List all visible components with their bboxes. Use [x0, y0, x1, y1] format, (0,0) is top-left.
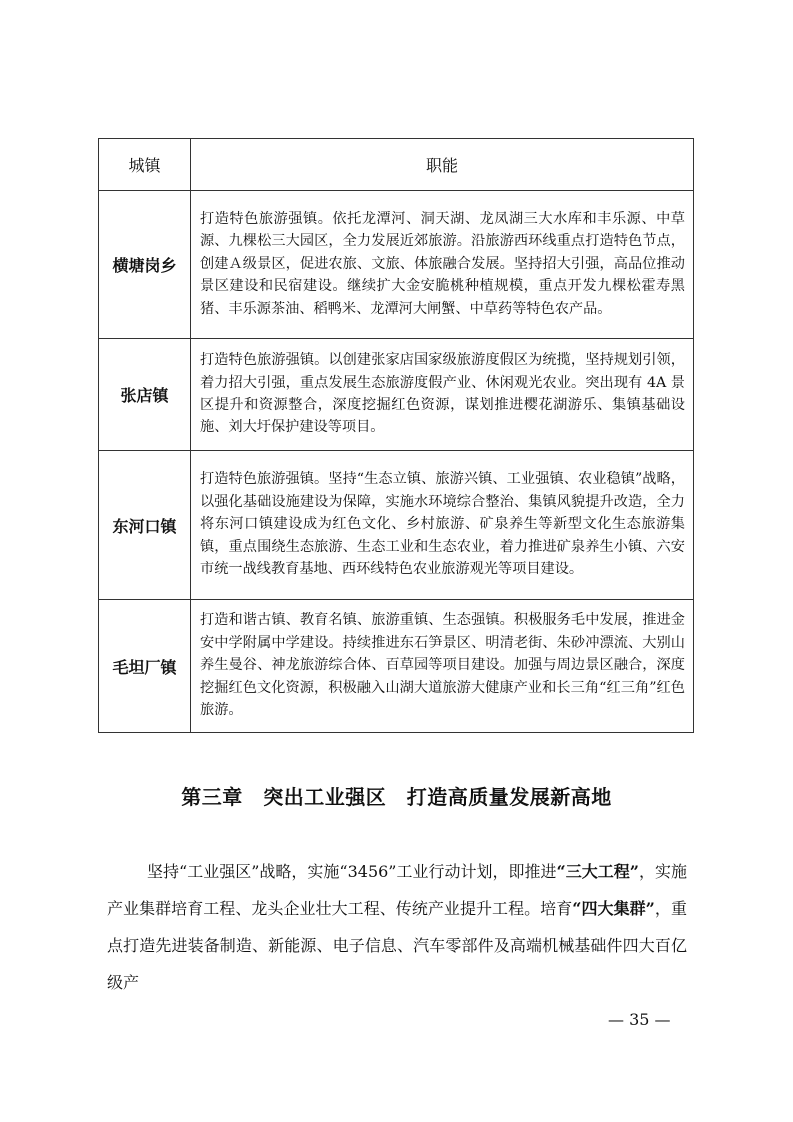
body-paragraph: [107, 853, 687, 1001]
table-row: [99, 191, 694, 339]
town-function: 打造特色旅游强镇。依托龙潭河、洞天湖、龙凤湖三大水库和丰乐源、中草源、九棵松三大园区，全力发展近郊旅游。沿旅游西环线重点打造特色节点，创建Ａ级景区，促进农旅、文旅、体旅融合发展。坚持招大引强，高品位推动景区建设和民宿建设。继续扩大金安脆桃种植规模，重点开发九棵松霍寿黑猪、丰乐源茶油、稻鸭米、龙潭河大闸蟹、中草药等特色农产品。: [191, 191, 694, 339]
header-town: 城镇: [99, 139, 191, 191]
town-function-table: [98, 138, 694, 733]
emphasis-three-projects: “三大工程”: [556, 862, 639, 881]
town-name: 毛坦厂镇: [99, 600, 191, 733]
table-row: [99, 451, 694, 600]
town-function: 打造特色旅游强镇。以创建张家店国家级旅游度假区为统揽，坚持规划引领，着力招大引强，重点发展生态旅游度假产业、休闲观光农业。突出现有 4A 景区提升和资源整合，深度挖掘红色资源，谋划推进樱花湖游乐、集镇基础设施、刘大圩保护建设等项目。: [191, 339, 694, 451]
table-row: [99, 600, 694, 733]
town-name: 张店镇: [99, 339, 191, 451]
table-row: [99, 339, 694, 451]
paragraph-text: ，实施产业集群培育工程、龙头企业壮大工程、传统产业提升工程。培育: [107, 862, 687, 918]
chapter-title: 第三章 突出工业强区 打造高质量发展新高地: [181, 785, 612, 809]
town-function: 打造特色旅游强镇。坚持“生态立镇、旅游兴镇、工业强镇、农业稳镇”战略，以强化基础设施建设为保障，实施水环境综合整治、集镇风貌提升改造，全力将东河口镇建设成为红色文化、乡村旅游、矿泉养生等新型文化生态旅游集镇，重点围绕生态旅游、生态工业和生态农业，着力推进矿泉养生小镇、六安市统一战线教育基地、西环线特色农业旅游观光等项目建设。: [191, 451, 694, 600]
town-name: 横塘岗乡: [99, 191, 191, 339]
page-number: — 35 —: [608, 1010, 671, 1029]
header-function: 职能: [191, 139, 694, 191]
town-function: 打造和谐古镇、教育名镇、旅游重镇、生态强镇。积极服务毛中发展，推进金安中学附属中学建设。持续推进东石笋景区、明清老街、朱砂冲漂流、大别山养生曼谷、神龙旅游综合体、百草园等项目建设。加强与周边景区融合，深度挖掘红色文化资源，积极融入山湖大道旅游大健康产业和长三角“红三角”红色旅游。: [191, 600, 694, 733]
town-name: 东河口镇: [99, 451, 191, 600]
paragraph-text: ，重点打造先进装备制造、新能源、电子信息、汽车零部件及高端机械基础件四大百亿级产: [107, 899, 687, 992]
emphasis-four-clusters: “四大集群”: [572, 899, 655, 918]
paragraph-text: 坚持“工业强区”战略，实施“3456”工业行动计划，即推进: [147, 862, 557, 881]
table-header-row: [99, 139, 694, 191]
